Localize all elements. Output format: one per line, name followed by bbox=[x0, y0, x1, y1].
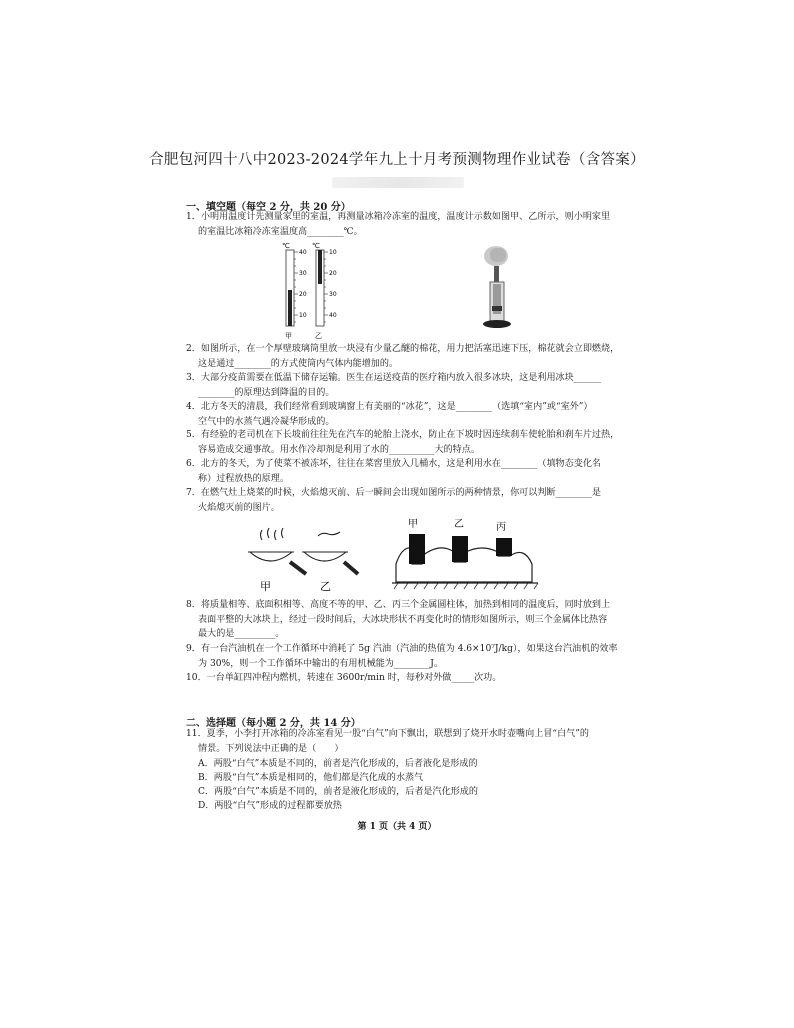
option-d: D．两股“白气”形成的过程都要放热 bbox=[198, 801, 342, 811]
thermometer-b-tick-4: 40 bbox=[329, 312, 337, 319]
thermometer-a-tick-3: 20 bbox=[299, 291, 307, 298]
question-6 bbox=[186, 457, 638, 486]
pan-a-icon bbox=[248, 528, 306, 574]
question-3-line-2: ________的原理达到降温的目的。 bbox=[198, 387, 335, 398]
question-11-line-1: 11．夏季，小李打开冰箱的冷冻室看见一股“白气”向下飘出，联想到了烧开水时壶嘴向上冒“白气”的 bbox=[186, 729, 590, 739]
cylinder-a bbox=[409, 534, 425, 564]
thermometer-b-tick-2: 20 bbox=[329, 270, 337, 277]
question-7-line-1: 7．在燃气灶上烧菜的时候，火焰熄灭前、后一瞬间会出现如图所示的两种情景，你可以判断________是 bbox=[186, 488, 602, 498]
question-2-line-2: 这是通过________的方式使筒内气体内能增加的。 bbox=[198, 358, 399, 369]
pan-b-icon bbox=[302, 532, 358, 574]
thermometer-a-tick-1: 40 bbox=[299, 249, 307, 256]
question-7 bbox=[186, 486, 638, 515]
section-1-heading: 一、填空题（每空 2 分，共 20 分） bbox=[186, 202, 351, 213]
question-1 bbox=[186, 210, 638, 239]
question-5 bbox=[186, 428, 638, 457]
question-8-line-3: 最大的是_________。 bbox=[198, 629, 285, 640]
cylinder-a-label: 甲 bbox=[408, 519, 418, 530]
blurred-subtitle bbox=[332, 177, 464, 188]
question-6-line-1: 6．北方的冬天，为了使菜不被冻坏，往往在菜窖里放入几桶水，这是利用水在________（填物态变化名 bbox=[186, 459, 602, 469]
question-9-line-2: 为 30%，则一个工作循环中输出的有用机械能为________J。 bbox=[198, 658, 443, 669]
pan-b-label: 乙 bbox=[320, 580, 331, 593]
thermometer-b-tick-1: 10 bbox=[329, 249, 337, 256]
question-4 bbox=[186, 400, 638, 429]
question-10-line-1: 10．一台单缸四冲程内燃机，转速在 3600r/min 时，每秒对外做_____次功。 bbox=[186, 673, 502, 683]
question-11 bbox=[186, 727, 638, 756]
cylinder-base bbox=[483, 320, 511, 328]
question-1-line-1: 1．小明用温度计先测量家里的室温，再测量冰箱冷冻室的温度，温度计示数如图甲、乙所示，则小明家里 bbox=[186, 212, 611, 222]
option-b: B．两股“白气”本质是相同的，他们都是汽化成的水蒸气 bbox=[198, 773, 424, 783]
question-6-line-2: 称）过程放热的原理。 bbox=[198, 473, 289, 484]
cylinder-b bbox=[452, 536, 468, 562]
cylinder-c bbox=[496, 538, 512, 556]
question-3 bbox=[186, 371, 638, 400]
piston-rod bbox=[494, 266, 499, 284]
question-9-line-1: 9．有一台汽油机在一个工作循环中消耗了 5g 汽油（汽油的热值为 4.6×10⁷J/kg），如果这台汽油机的效率 bbox=[186, 644, 618, 654]
option-a: A．两股“白气”本质是不同的，前者是汽化形成的，后者液化是形成的 bbox=[198, 759, 478, 769]
question-2-line-1: 2．如图所示，在一个厚壁玻璃筒里放一块浸有少量乙醚的棉花，用力把活塞迅速下压，棉花就会立即燃烧， bbox=[186, 344, 620, 354]
question-8-line-2: 表面平整的大冰块上，经过一段时间后，大冰块形状不再变化时的情形如图所示，则三个金属体比热容 bbox=[198, 614, 608, 625]
thermometer-a-liquid bbox=[288, 290, 292, 326]
page-title: 合肥包河四十八中2023-2024学年九上十月考预测物理作业试卷（含答案） bbox=[149, 152, 645, 168]
compression-tube-photo bbox=[464, 240, 530, 332]
question-11-line-2: 情景。下列说法中正确的是（ ） bbox=[198, 743, 344, 754]
ground-hatching bbox=[394, 583, 538, 589]
pan-a-label: 甲 bbox=[260, 580, 271, 593]
thermometer-a-tick-2: 30 bbox=[299, 270, 307, 277]
thermometer-b-liquid bbox=[318, 250, 322, 284]
thermometer-b-unit: ℃ bbox=[312, 242, 320, 250]
thermometer-b-label: 乙 bbox=[315, 332, 322, 340]
thermometer-figure bbox=[272, 240, 352, 340]
page-footer: 第 1 页（共 4 页） bbox=[357, 822, 437, 832]
section-2-heading: 二、选择题（每小题 2 分，共 14 分） bbox=[186, 718, 361, 729]
thermometer-a-tick-4: 10 bbox=[299, 312, 307, 319]
option-c: C．两股“白气”本质是不同的，前者是液化形成的，后者是汽化形成的 bbox=[198, 787, 478, 797]
question-5-line-2: 容易造成交通事故。用水作冷却剂是利用了水的__________大的特点。 bbox=[198, 444, 480, 455]
question-8 bbox=[186, 598, 638, 642]
pan-steam-figure bbox=[240, 526, 360, 598]
question-2 bbox=[186, 342, 638, 371]
question-10 bbox=[186, 671, 638, 686]
thermometer-a-unit: ℃ bbox=[282, 242, 290, 250]
thermometer-a-label: 甲 bbox=[285, 332, 292, 340]
ice-block-figure bbox=[392, 516, 542, 592]
question-1-line-2: 的室温比冰箱冷冻室温度高________℃。 bbox=[198, 226, 363, 237]
question-8-line-1: 8．将质量相等、底面积相等、高度不等的甲、乙、丙三个金属圆柱体，加热到相同的温度后，同时放到上 bbox=[186, 600, 611, 610]
question-9 bbox=[186, 642, 638, 671]
question-4-line-2: 空气中的水蒸气遇冷凝华形成的。 bbox=[198, 416, 335, 427]
cylinder-b-label: 乙 bbox=[454, 519, 464, 530]
question-3-line-1: 3．大部分疫苗需要在低温下储存运输。医生在运送疫苗的医疗箱内放入很多冰块，这是利用冰块______ bbox=[186, 373, 602, 383]
cylinder-c-label: 丙 bbox=[496, 522, 506, 533]
question-4-line-1: 4．北方冬天的清晨，我们经常看到玻璃窗上有美丽的“冰花”，这是________（选填“室内”或“室外”） bbox=[186, 402, 593, 412]
question-5-line-1: 5．有经验的老司机在下长坡前往往先在汽车的轮胎上浇水，防止在下坡时因连续刹车使轮胎和刹车片过热， bbox=[186, 430, 620, 440]
thermometer-b-tick-3: 30 bbox=[329, 291, 337, 298]
question-7-line-2: 火焰熄灭前的图片。 bbox=[198, 502, 280, 513]
